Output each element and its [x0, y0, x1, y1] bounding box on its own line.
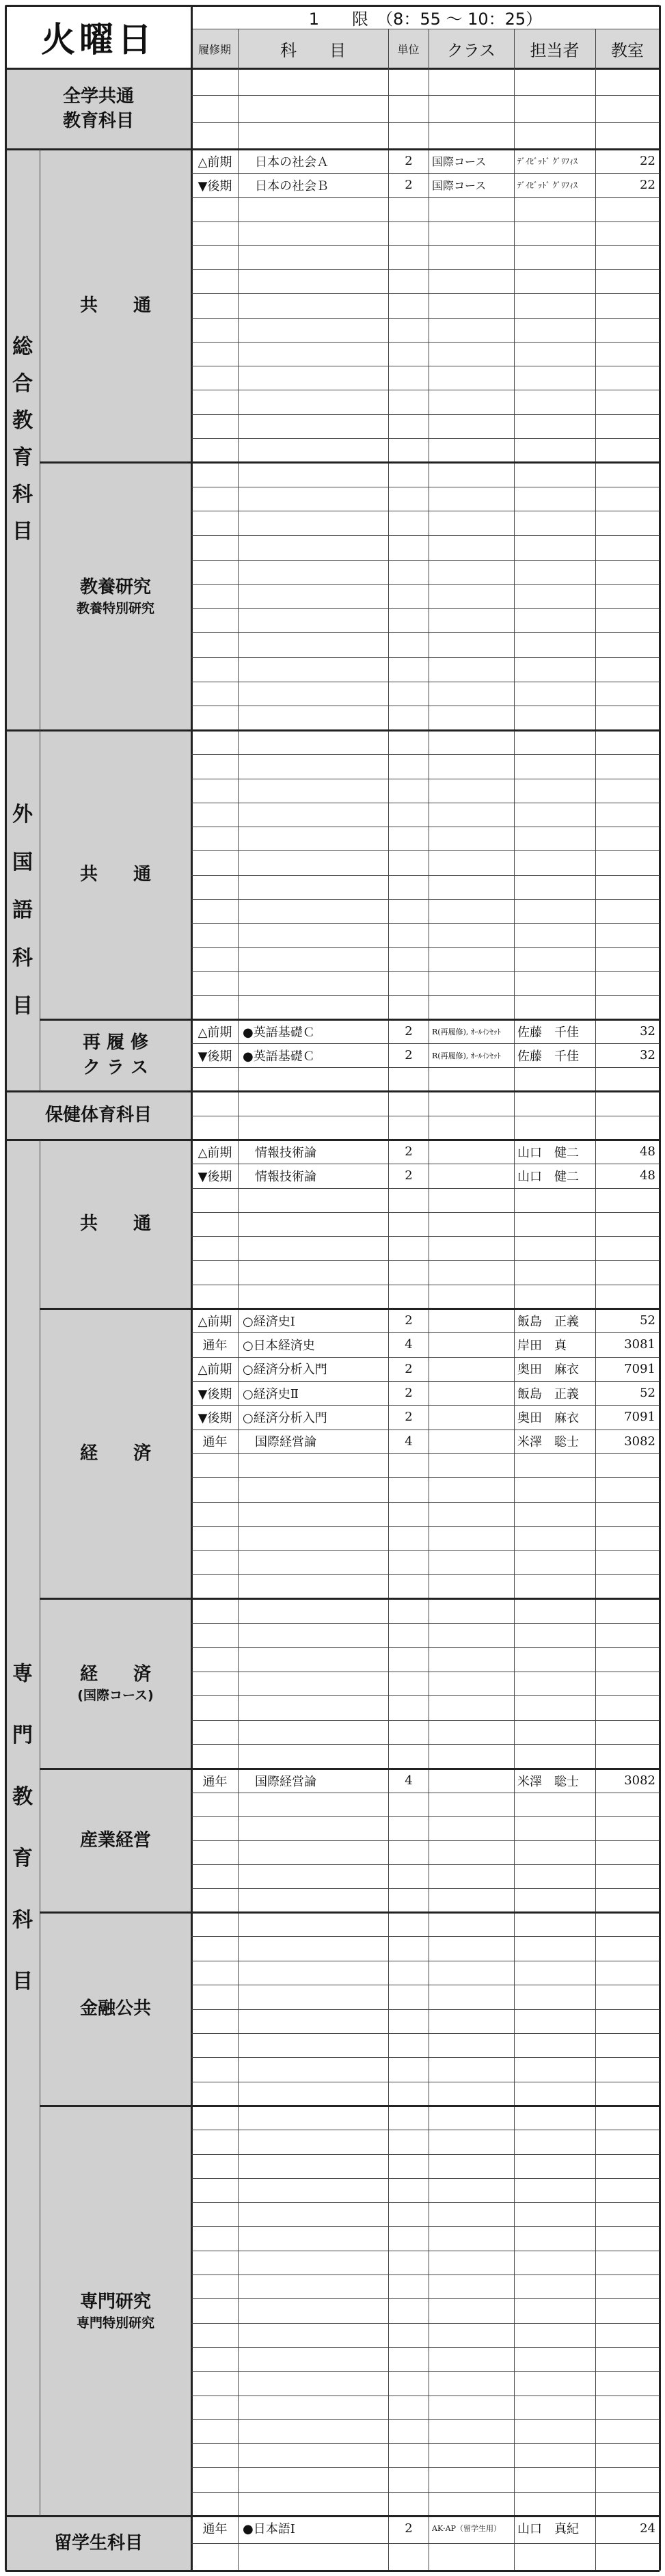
course-subject: 国際経営論 — [243, 1435, 316, 1450]
course-subject: ○経済史Ⅱ — [243, 1386, 299, 1401]
course-teacher: 奥田 麻衣 — [517, 1410, 579, 1425]
course-teacher: 山口 健二 — [517, 1169, 579, 1184]
grid-hline — [191, 1720, 660, 1721]
grid-hline — [191, 560, 660, 561]
grid-hline — [191, 1695, 660, 1696]
day-title: 火曜日 — [41, 20, 156, 59]
grid-hline — [191, 754, 660, 755]
group-label — [40, 1019, 191, 1091]
grid-hline — [191, 2057, 660, 2058]
group-label-text: 共 通 — [79, 864, 151, 885]
grid-hline — [191, 1647, 660, 1648]
grid-hline — [191, 899, 660, 900]
grid-hline — [40, 1598, 660, 1600]
grid-hline — [191, 2323, 660, 2324]
section-label: 総 合 教 育 科 目 — [12, 335, 33, 544]
period-title: 1 限 （8：55 〜 10：25） — [308, 9, 543, 29]
grid-hline — [191, 2009, 660, 2010]
group-label-text: 再 履 修 ク ラ ス — [82, 1032, 149, 1078]
course-room: 48 — [640, 1144, 655, 1159]
course-units: 2 — [405, 1361, 413, 1376]
grid-hline — [191, 269, 660, 270]
course-class — [429, 1140, 514, 1164]
course-room: 48 — [640, 1168, 655, 1183]
course-class — [429, 1357, 514, 1381]
grid-vline — [595, 29, 596, 2571]
grid-hline — [191, 584, 660, 585]
course-teacher: 米澤 聡士 — [517, 1774, 579, 1789]
grid-hline — [191, 2419, 660, 2420]
teacher-header: 担当者 — [530, 40, 580, 60]
grid-hline — [191, 923, 660, 924]
course-subject: ○日本経済史 — [243, 1338, 315, 1353]
grid-hline — [191, 122, 660, 123]
course-subject: 情報技術論 — [243, 1169, 316, 1184]
grid-hline — [191, 245, 660, 246]
grid-hline — [191, 414, 660, 415]
grid-hline — [191, 1936, 660, 1937]
grid-hline — [191, 2543, 660, 2544]
grid-hline — [5, 5, 660, 7]
subject-header: 科 目 — [280, 40, 346, 60]
grid-hline — [191, 2492, 660, 2493]
grid-hline — [191, 995, 660, 996]
course-term: △前期 — [198, 155, 232, 170]
course-class: 国際コース — [432, 155, 487, 169]
course-term: △前期 — [198, 1314, 232, 1329]
course-subject: 日本の社会Ａ — [243, 155, 329, 170]
group-label — [40, 1140, 191, 1309]
group-label-text: 共 通 — [79, 295, 151, 316]
grid-hline — [191, 2443, 660, 2444]
course-units: 4 — [405, 1337, 413, 1352]
grid-hline — [191, 318, 660, 319]
section-label: 外 国 語 科 目 — [12, 803, 33, 1018]
section-label: 留学生科目 — [53, 2532, 143, 2553]
group-label-text: 金融公共 — [79, 1998, 151, 2020]
course-term: ▼後期 — [198, 1169, 232, 1184]
grid-hline — [191, 1260, 660, 1261]
course-subject: 国際経営論 — [243, 1774, 316, 1789]
grid-hline — [191, 1864, 660, 1865]
grid-hline — [5, 1090, 660, 1092]
course-subject: ●英語基礎Ｃ — [243, 1049, 315, 1064]
course-class — [429, 1164, 514, 1188]
course-units: 2 — [405, 1168, 413, 1183]
course-units: 4 — [405, 1434, 413, 1449]
grid-hline — [191, 2226, 660, 2227]
course-term: ▼後期 — [198, 1410, 232, 1425]
group-sublabel-text: (国際コース) — [77, 1688, 154, 1704]
units-header: 単位 — [397, 42, 420, 56]
group-label — [40, 730, 191, 1019]
group-label — [40, 149, 191, 462]
grid-hline — [191, 1526, 660, 1527]
grid-hline — [191, 608, 660, 609]
course-class — [429, 1381, 514, 1405]
grid-hline — [5, 68, 660, 70]
grid-vline — [5, 5, 7, 2571]
grid-hline — [191, 1453, 660, 1454]
grid-hline — [191, 95, 660, 96]
grid-hline — [191, 438, 660, 439]
grid-hline — [191, 2298, 660, 2299]
section-label: 全学共通 教育科目 — [62, 85, 134, 131]
course-room: 52 — [640, 1313, 655, 1328]
grid-hline — [191, 2033, 660, 2034]
section-label: 専 門 教 育 科 目 — [12, 1661, 33, 1994]
course-units: 2 — [405, 1048, 413, 1062]
course-term: 通年 — [202, 1774, 228, 1789]
group-label — [40, 1309, 191, 1598]
course-room: 32 — [640, 1024, 655, 1038]
course-class — [429, 1430, 514, 1453]
grid-hline — [191, 197, 660, 198]
course-room: 22 — [640, 178, 655, 193]
grid-hline — [191, 1550, 660, 1551]
course-teacher: 米澤 聡士 — [517, 1435, 579, 1450]
course-class — [429, 1332, 514, 1356]
section-label: 保健体育科目 — [44, 1105, 152, 1126]
class-header: クラス — [446, 40, 496, 60]
course-term: 通年 — [202, 1338, 228, 1353]
grid-hline — [191, 1067, 660, 1068]
group-label-text: 共 通 — [79, 1213, 151, 1235]
course-term: △前期 — [198, 1025, 232, 1040]
course-term: △前期 — [198, 1363, 232, 1378]
course-room: 24 — [640, 2521, 655, 2536]
course-class — [429, 1405, 514, 1429]
grid-hline — [191, 2202, 660, 2203]
grid-hline — [191, 1840, 660, 1841]
course-term: ▼後期 — [198, 1386, 232, 1401]
group-label — [40, 462, 191, 730]
term-header: 履修期 — [198, 42, 231, 56]
grid-hline — [191, 1744, 660, 1745]
grid-hline — [191, 342, 660, 343]
course-term: ▼後期 — [198, 1049, 232, 1064]
grid-hline — [191, 1502, 660, 1503]
course-subject: ○経済分析入門 — [243, 1363, 327, 1378]
course-teacher: 飯島 正義 — [517, 1314, 579, 1329]
course-room: 3082 — [624, 1773, 655, 1788]
grid-hline — [40, 1911, 660, 1914]
course-class: R(再履修), ｵｰﾙｲﾝｾｯﾄ — [432, 1051, 501, 1060]
grid-hline — [191, 1236, 660, 1237]
course-subject: 日本の社会Ｂ — [243, 178, 329, 193]
group-label-text: 専門研究 — [79, 2291, 151, 2312]
course-class: AK·AP（留学生用） — [432, 2524, 502, 2533]
course-room: 52 — [640, 1386, 655, 1401]
course-units: 2 — [405, 2521, 413, 2536]
course-units: 2 — [405, 1313, 413, 1328]
course-term: ▼後期 — [198, 178, 232, 193]
group-label-text: 経 済 — [79, 1443, 151, 1464]
course-class — [429, 1309, 514, 1332]
course-subject: ●日本語Ⅰ — [243, 2522, 295, 2536]
course-room: 3081 — [624, 1337, 655, 1352]
grid-hline — [191, 2154, 660, 2155]
grid-hline — [191, 2347, 660, 2348]
course-subject: ●英語基礎Ｃ — [243, 1025, 315, 1040]
course-term: △前期 — [198, 1145, 232, 1160]
course-room: 7091 — [624, 1361, 655, 1376]
group-label-text: 産業経営 — [79, 1829, 151, 1851]
course-units: 2 — [405, 154, 413, 169]
course-subject: ○経済分析入門 — [243, 1410, 327, 1425]
grid-vline — [238, 29, 239, 2571]
group-label — [40, 1769, 191, 1912]
grid-hline — [40, 461, 660, 464]
course-class: R(再履修), ｵｰﾙｲﾝｾｯﾄ — [432, 1027, 501, 1036]
group-sublabel-text: 教養特別研究 — [76, 600, 154, 616]
course-class — [429, 1769, 514, 1793]
course-term: 通年 — [202, 1435, 228, 1450]
course-teacher: 佐藤 千佳 — [517, 1049, 579, 1064]
grid-hline — [40, 2105, 660, 2107]
course-units: 2 — [405, 178, 413, 193]
grid-hline — [191, 632, 660, 633]
grid-hline — [191, 971, 660, 972]
course-teacher: 山口 健二 — [517, 1145, 579, 1160]
grid-hline — [191, 1816, 660, 1817]
course-units: 2 — [405, 1386, 413, 1401]
course-room: 3082 — [624, 1434, 655, 1449]
grid-vline — [514, 29, 515, 2571]
course-teacher: ﾃﾞｲﾋﾞｯﾄﾞ ｸﾞﾘﾌｨｽ — [517, 180, 578, 191]
course-room: 32 — [640, 1048, 655, 1062]
course-teacher: 岸田 真 — [517, 1338, 567, 1353]
grid-hline — [191, 947, 660, 948]
course-units: 2 — [405, 1144, 413, 1159]
group-sublabel-text: 専門特別研究 — [76, 2315, 154, 2331]
grid-hline — [5, 2570, 660, 2572]
course-teacher: 奥田 麻衣 — [517, 1363, 579, 1378]
grid-hline — [191, 293, 660, 294]
grid-hline — [191, 1188, 660, 1189]
grid-hline — [191, 2178, 660, 2179]
grid-hline — [191, 657, 660, 658]
grid-hline — [191, 1888, 660, 1889]
group-label — [40, 1912, 191, 2106]
grid-hline — [191, 875, 660, 876]
course-subject: ○経済史Ⅰ — [243, 1314, 295, 1329]
grid-hline — [191, 2467, 660, 2468]
course-teacher: 飯島 正義 — [517, 1386, 579, 1401]
grid-hline — [191, 535, 660, 536]
course-class: 国際コース — [432, 179, 487, 193]
grid-vline — [388, 29, 389, 2571]
group-label — [40, 2106, 191, 2516]
course-room: 22 — [640, 154, 655, 169]
group-label-text: 経 済 — [79, 1664, 151, 1685]
course-units: 2 — [405, 1410, 413, 1425]
grid-hline — [191, 1212, 660, 1213]
grid-hline — [191, 2371, 660, 2372]
course-teacher: 山口 真紀 — [517, 2522, 579, 2536]
course-term: 通年 — [202, 2522, 228, 2536]
group-label — [40, 1598, 191, 1769]
grid-hline — [191, 1574, 660, 1575]
course-room: 7091 — [624, 1410, 655, 1425]
course-units: 2 — [405, 1024, 413, 1038]
grid-hline — [191, 1477, 660, 1478]
group-label-text: 教養研究 — [79, 576, 151, 598]
grid-hline — [5, 729, 660, 732]
course-subject: 情報技術論 — [243, 1145, 316, 1160]
grid-hline — [191, 850, 660, 851]
room-header: 教室 — [611, 40, 644, 60]
course-units: 4 — [405, 1773, 413, 1788]
course-teacher: ﾃﾞｲﾋﾞｯﾄﾞ ｸﾞﾘﾌｨｽ — [517, 157, 578, 167]
course-teacher: 佐藤 千佳 — [517, 1025, 579, 1040]
grid-hline — [191, 1623, 660, 1624]
